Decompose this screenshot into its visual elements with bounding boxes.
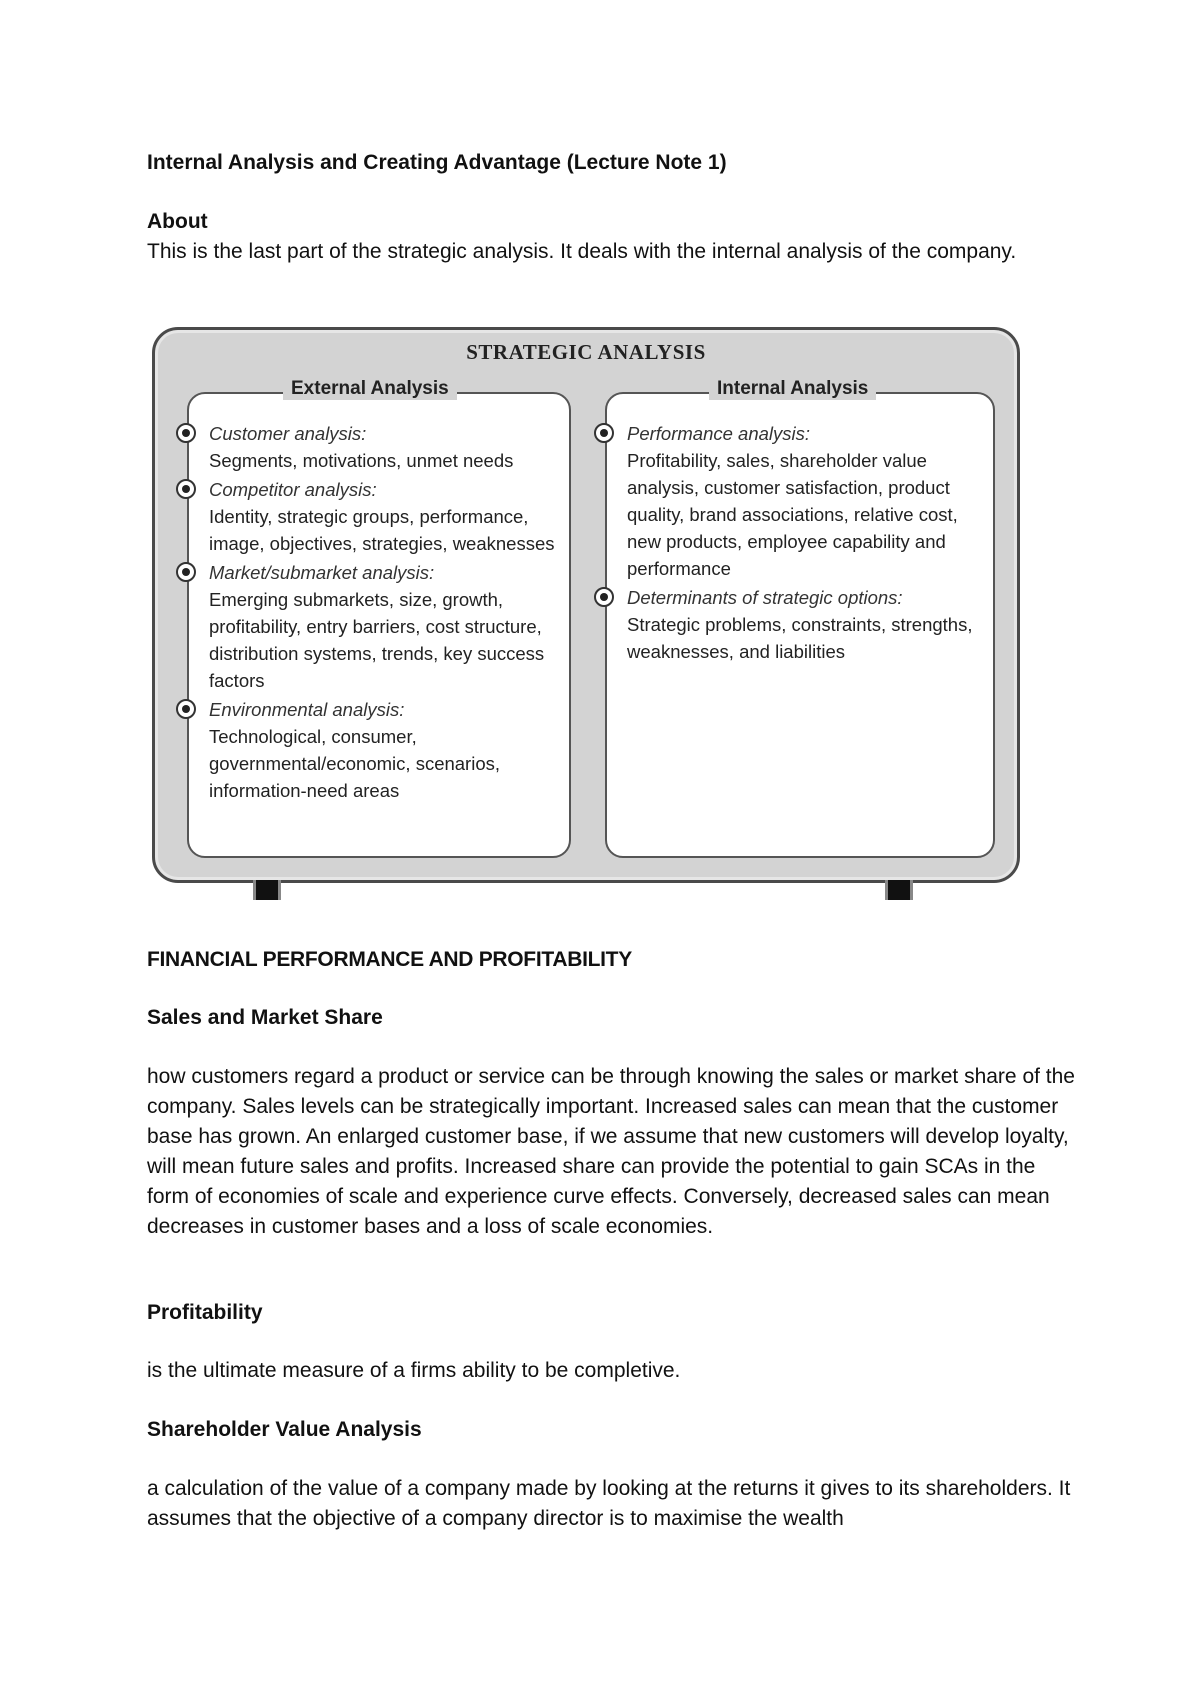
external-analysis-panel <box>187 378 571 858</box>
external-item-environmental <box>209 696 559 804</box>
bullet-icon <box>176 562 196 582</box>
item-description: Segments, motivations, unmet needs <box>209 450 514 471</box>
item-title: Customer analysis: <box>209 423 367 444</box>
diagram-title: STRATEGIC ANALYSIS <box>466 340 706 364</box>
internal-item-performance <box>627 420 983 582</box>
document-title: Internal Analysis and Creating Advantage (Lecture Note 1) <box>147 151 727 174</box>
bullet-icon <box>594 423 614 443</box>
item-description: Emerging submarkets, size, growth, profitability, entry barriers, cost structure, distribution systems, trends, key success factors <box>209 589 545 691</box>
sales-market-share-heading: Sales and Market Share <box>147 1006 383 1029</box>
profitability-heading: Profitability <box>147 1301 263 1324</box>
shareholder-value-paragraph: a calculation of the value of a company made by looking at the returns it gives to its shareholders. It assumes that the objective of a company director is to maximise the wealth <box>147 1477 1071 1530</box>
about-paragraph: This is the last part of the strategic analysis. It deals with the internal analysis of the company. <box>147 240 1017 263</box>
item-title: Performance analysis: <box>627 423 811 444</box>
item-title: Market/submarket analysis: <box>209 562 435 583</box>
internal-analysis-panel <box>605 378 995 858</box>
external-analysis-heading: External Analysis <box>283 378 457 400</box>
internal-item-determinants <box>627 584 983 665</box>
item-description: Technological, consumer, governmental/economic, scenarios, information-need areas <box>209 726 501 801</box>
item-description: Profitability, sales, shareholder value analysis, customer satisfaction, product quality, brand associations, relative cost, new products, employee capability and performance <box>627 450 958 579</box>
about-heading: About <box>147 210 208 233</box>
item-description: Strategic problems, constraints, strengths, weaknesses, and liabilities <box>627 614 973 662</box>
bullet-icon <box>594 587 614 607</box>
bullet-icon <box>176 479 196 499</box>
bullet-icon <box>176 699 196 719</box>
profitability-paragraph: is the ultimate measure of a firms ability to be completive. <box>147 1359 681 1382</box>
financial-performance-heading: FINANCIAL PERFORMANCE AND PROFITABILITY <box>147 948 632 971</box>
item-title: Competitor analysis: <box>209 479 377 500</box>
strategic-analysis-diagram <box>152 327 1020 883</box>
shareholder-value-heading: Shareholder Value Analysis <box>147 1418 422 1441</box>
sales-market-share-paragraph: how customers regard a product or service can be through knowing the sales or market share of the company. Sales levels can be strategically important. Increased sales can mean that the customer base has grown. An enlarged customer base, if we assume that new customers will develop loyalty, will mean future sales and profits. Increased share can provide the potential to gain SCAs in the form of economies of scale and experience curve effects. Conversely, decreased sales can mean decreases in customer bases and a loss of scale economies. <box>147 1065 1075 1238</box>
external-item-customer <box>209 420 559 474</box>
diagram-leg-left <box>253 880 281 900</box>
external-item-market <box>209 559 559 694</box>
item-description: Identity, strategic groups, performance, image, objectives, strategies, weaknesses <box>209 506 555 554</box>
item-title: Determinants of strategic options: <box>627 587 903 608</box>
diagram-leg-right <box>885 880 913 900</box>
external-item-competitor <box>209 476 559 557</box>
bullet-icon <box>176 423 196 443</box>
item-title: Environmental analysis: <box>209 699 405 720</box>
internal-analysis-heading: Internal Analysis <box>709 378 876 400</box>
